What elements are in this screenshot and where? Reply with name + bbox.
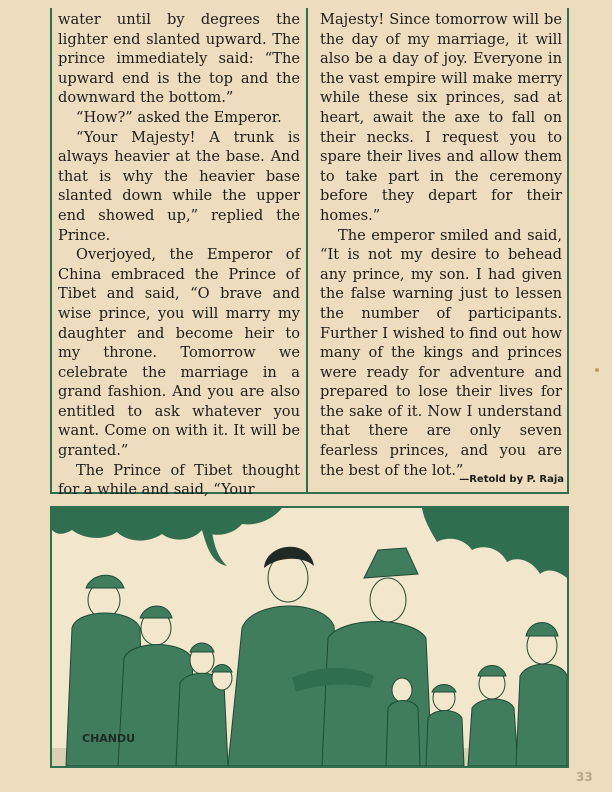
paragraph: Overjoyed, the Emperor of China embraced the Prince of Tibet and said, “O brave and wise prince, you will marry my daughter and become heir to my throne. Tomorrow we celebrate the marriage in a grand fashion. And you are also entitled to ask whatever you want. Come on with it. It will be granted.” <box>58 246 300 460</box>
paragraph: Majesty! Since tomorrow will be the day of my marriage, it will also be a day of joy. Everyone in the vast empire will make merry while these six princes, sad at heart, await the axe to fall on their necks. I request you to spare their lives and allow them to take part in the ceremony before they depart for their homes.” <box>320 11 562 224</box>
column-divider <box>306 8 308 494</box>
author-credit: —Retold by P. Raja <box>459 474 564 485</box>
illustration-drawing <box>52 508 567 766</box>
tree-foliage-left <box>52 508 282 566</box>
paragraph: “How?” asked the Emperor. <box>76 108 282 126</box>
paragraph: “Your Majesty! A trunk is always heavier at the base. And that is why the heavier base slanted down while the upper end showed up,” replied the Prince. <box>58 128 300 244</box>
paragraph: The emperor smiled and said, “It is not my desire to behead any prince, my son. I had given the false warning just to lessen the number of participants. Further I wished to find out how many of the kings and princes were ready for adventure and prepared to lose their lives for the sake of it. Now I understand that there are only seven fearless princes, and you are the best of the lot.” <box>320 226 562 479</box>
left-text-column <box>58 10 300 500</box>
paper-stain <box>595 368 599 372</box>
paragraph: The Prince of Tibet thought for a while and said, “Your <box>58 461 300 499</box>
story-illustration <box>50 506 569 768</box>
paragraph: water until by degrees the lighter end slanted upward. The prince immediately said: “The upward end is the top and the downward the bottom.” <box>58 11 300 107</box>
page-number: 33 <box>576 770 593 784</box>
right-text-column <box>320 10 562 480</box>
tree-foliage-right <box>422 508 567 578</box>
artist-signature: CHANDU <box>82 732 136 745</box>
